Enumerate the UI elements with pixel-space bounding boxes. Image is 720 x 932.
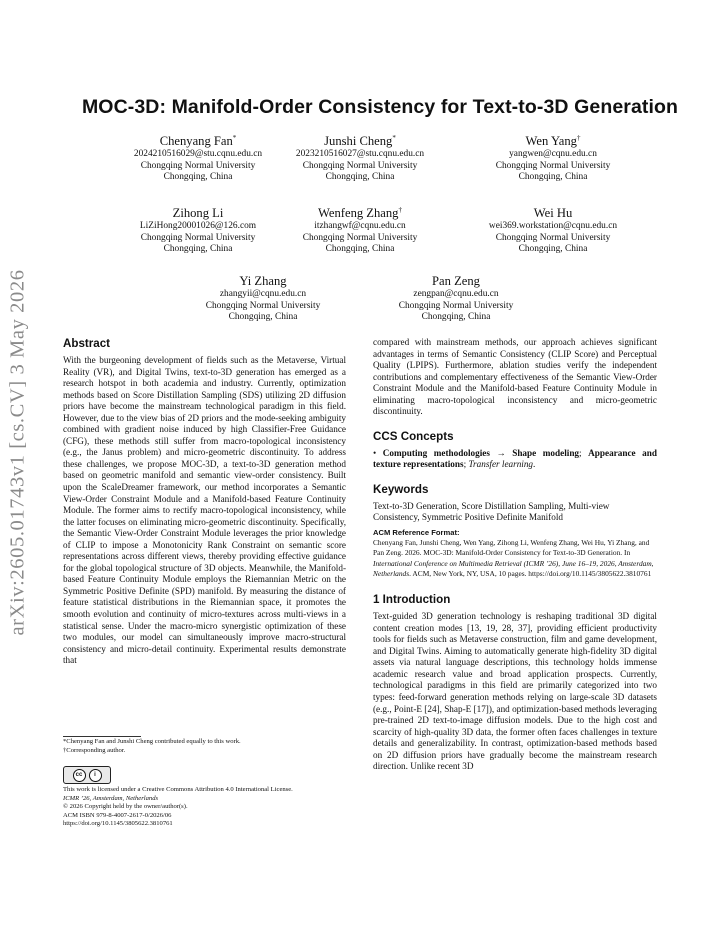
author-name: Junshi Cheng bbox=[324, 134, 393, 149]
author-name: Pan Zeng bbox=[432, 274, 480, 289]
keywords-text: Text-to-3D Generation, Score Distillation Sampling, Multi-view Consistency, Symmetric Positive Definite Manifold bbox=[373, 500, 610, 523]
arxiv-watermark: arXiv:2605.01743v1 [cs.CV] 3 May 2026 bbox=[6, 268, 29, 636]
cc-icon: cc bbox=[73, 769, 86, 782]
keywords-heading: Keywords bbox=[373, 482, 429, 496]
author-block: Chenyang Fan* 2024210516029@stu.cqnu.edu.cn Chongqing Normal University Chongqing, China bbox=[98, 130, 298, 184]
footnote-divider bbox=[63, 736, 141, 737]
footnotes bbox=[63, 738, 346, 755]
author-block: Wei Hu wei369.workstation@cqnu.edu.cn Chongqing Normal University Chongqing, China bbox=[453, 202, 653, 256]
cc-by-badge[interactable] bbox=[63, 766, 111, 784]
copyright-line: © 2026 Copyright held by the owner/author(s). bbox=[63, 803, 188, 811]
author-name: Wenfeng Zhang bbox=[318, 206, 399, 221]
author-block: Pan Zeng zengpan@cqnu.edu.cn Chongqing Normal University Chongqing, China bbox=[356, 270, 556, 324]
author-email[interactable]: wei369.workstation@cqnu.edu.cn bbox=[488, 221, 618, 232]
author-name: Wen Yang bbox=[525, 134, 577, 149]
author-block: Wenfeng Zhang† itzhangwf@cqnu.edu.cn Chongqing Normal University Chongqing, China bbox=[260, 202, 460, 256]
footnote-equal: *Chenyang Fan and Junshi Cheng contributed equally to this work. bbox=[63, 738, 241, 745]
license-block bbox=[63, 786, 346, 829]
author-email[interactable]: yangwen@cqnu.edu.cn bbox=[509, 149, 597, 160]
author-block: Wen Yang† yangwen@cqnu.edu.cn Chongqing Normal University Chongqing, China bbox=[453, 130, 653, 184]
abstract-heading: Abstract bbox=[63, 337, 111, 350]
author-email[interactable]: zhangyii@cqnu.edu.cn bbox=[219, 289, 307, 300]
paper-title: MOC-3D: Manifold-Order Consistency for Text-to-3D Generation bbox=[81, 96, 679, 118]
author-email[interactable]: itzhangwf@cqnu.edu.cn bbox=[314, 221, 406, 232]
author-email[interactable]: LiZiHong20001026@126.com bbox=[139, 221, 257, 232]
ccs-heading: CCS Concepts bbox=[373, 429, 454, 443]
attribution-icon: i bbox=[89, 769, 102, 782]
right-column bbox=[373, 337, 657, 773]
author-name: Wei Hu bbox=[533, 206, 573, 221]
introduction-heading: 1 Introduction bbox=[373, 593, 451, 607]
author-email[interactable]: 2023210516027@stu.cqnu.edu.cn bbox=[295, 149, 425, 160]
author-block: Zihong Li LiZiHong20001026@126.com Chongqing Normal University Chongqing, China bbox=[98, 202, 298, 256]
author-block: Yi Zhang zhangyii@cqnu.edu.cn Chongqing Normal University Chongqing, China bbox=[163, 270, 363, 324]
conference-line: ICMR ’26, Amsterdam, Netherlands bbox=[63, 794, 159, 802]
license-line: This work is licensed under a Creative Commons Attribution 4.0 International License. bbox=[63, 786, 293, 793]
doi-link[interactable]: https://doi.org/10.1145/3805622.3810761 bbox=[63, 820, 173, 828]
author-name: Zihong Li bbox=[172, 206, 224, 221]
abstract-text: With the burgeoning development of fields such as the Metaverse, Virtual Reality (VR), and Digital Twins, text-to-3D generation has emerged as a research hotspot in both academia and industry. Currently, optimization methods based on Score Distillation Sampling (SDS) utilizing 2D diffusion priors have become the mainstream technological paradigm in this field. However, due to the view bias of 2D priors and the mode-seeking ambiguity combined with gradient noise induced by high Classifier-Free Guidance (CFG), these methods still suffer from macro-topological inconsistency (e.g., the Janus problem) and micro-geometric discontinuity. To address these challenges, we propose MOC-3D, a text-to-3D generation method based on geometric manifold and semantic view-order consistency. Built upon the ScaleDreamer framework, our method incorporates a Semantic View-Order Constraint Module and a Manifold-based Feature Continuity Module. The former aims to rectify macro-topological inconsistency, while the latter focuses on eliminating micro-geometric discontinuity. Specifically, the Semantic View-Order Constraint Module leverages the prior knowledge of CLIP to impose a Monotonicity Rank Constraint on semantic score representations across different views, thereby providing effective guidance for the global topological structure of 3D objects. Meanwhile, the Manifold-based Feature Continuity Module employs the Riemannian Metric on the Symmetric Positive Definite (SPD) manifold. By measuring the distance of feature statistical distributions in the Riemannian space, it promotes the smooth evolution and continuity of micro-textures across multi-views in a statistical sense. Under the macro-micro synergistic optimization of these two modules, our model can simultaneously improve macro-structural consistency and micro-detail continuity. Experimental results demonstrate that bbox=[63, 355, 346, 666]
footnote-corresponding: †Corresponding author. bbox=[63, 746, 126, 754]
author-name: Chenyang Fan bbox=[159, 134, 233, 149]
acm-reference-heading: ACM Reference Format: bbox=[373, 528, 460, 538]
abstract-text-continued: compared with mainstream methods, our approach achieves significant advantages in terms of Semantic Consistency (CLIP Score) and Perceptual Quality (LPIPS). Furthermore, ablation studies verify the independent contributions and complementary effectiveness of the Semantic View-Order Constraint Module and the Manifold-based Feature Continuity Module in eliminating macro-topological inconsistency and micro-geometric discontinuity. bbox=[373, 337, 657, 417]
left-column bbox=[63, 337, 346, 667]
author-name: Yi Zhang bbox=[239, 274, 287, 289]
author-email[interactable]: zengpan@cqnu.edu.cn bbox=[413, 289, 499, 300]
author-email[interactable]: 2024210516029@stu.cqnu.edu.cn bbox=[133, 149, 263, 160]
introduction-text: Text-guided 3D generation technology is reshaping traditional 3D digital content creation modes [13, 19, 28, 37], providing efficient productivity tools for fields such as Metaverse construction, film and game development, and Digital Twins. Aiming to automatically generate high-fidelity 3D digital assets via natural language descriptions, this technology holds immense academic research value and broad application prospects. Currently, technological paradigms in this field are primarily categorized into two types: feed-forward generation methods relying on large-scale 3D datasets (e.g., Point-E [24], Shap-E [17]), and optimization-based methods leveraging pre-trained 2D text-to-image diffusion models. Due to the high cost and scarcity of high-quality 3D data, the former often faces challenges in texture details and generalizability. In contrast, optimization-based methods based on 2D diffusion priors have gradually become the mainstream research direction. Unlike recent 3D bbox=[373, 611, 657, 772]
ccs-concepts: • Computing methodologies → Shape modeling; Appearance and texture representations; Transfer learning. bbox=[373, 447, 657, 470]
author-block: Junshi Cheng* 2023210516027@stu.cqnu.edu.cn Chongqing Normal University Chongqing, China bbox=[260, 130, 460, 184]
acm-reference-text: Chenyang Fan, Junshi Cheng, Wen Yang, Zihong Li, Wenfeng Zhang, Wei Hu, Yi Zhang, and Pan Zeng. 2026. MOC-3D: Manifold-Order Consistency for Text-to-3D Generation. In International Conference on Multimedia Retrieval (ICMR ’26), June 16–19, 2026, Amsterdam, Netherlands. ACM, New York, NY, USA, 10 pages. https://doi.org/10.1145/3805622.3810761 bbox=[373, 538, 654, 578]
isbn-line: ACM ISBN 979-8-4007-2617-0/2026/06 bbox=[63, 811, 172, 819]
